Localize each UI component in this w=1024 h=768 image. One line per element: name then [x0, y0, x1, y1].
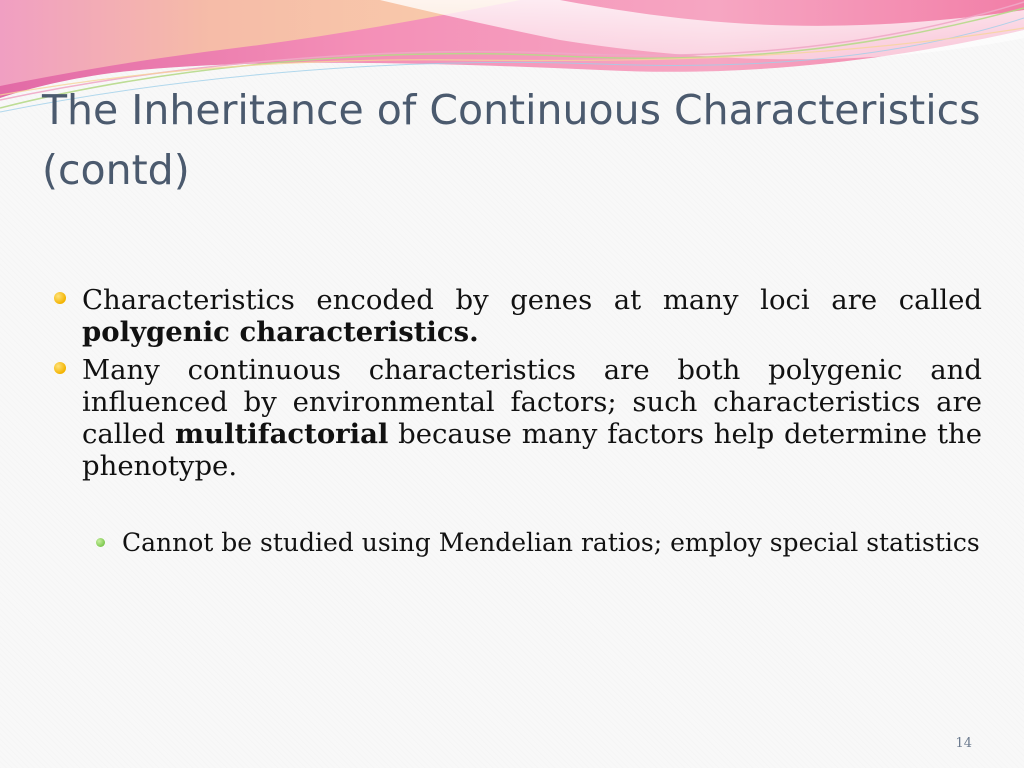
bullet-2-text: Many continuous characteristics are both polygenic and influenced by environmental factors; such characteristics are called: [82, 354, 982, 450]
bullet-dot-icon: [54, 292, 66, 304]
slide-content: [50, 284, 982, 558]
bullet-2-bold-term: multifactorial: [175, 418, 389, 450]
bullet-1-text: Characteristics encoded by genes at many loci are called: [82, 284, 982, 316]
sub-bullet-dot-icon: [96, 538, 105, 547]
bullet-item-1: [50, 284, 982, 348]
sub-bullet-1-text: Cannot be studied using Mendelian ratios; employ special statistics: [122, 528, 980, 557]
bullet-item-2: [50, 354, 982, 482]
bullet-dot-icon: [54, 362, 66, 374]
sub-bullet-item-1: [90, 528, 982, 558]
slide-title: The Inheritance of Continuous Characteristics (contd): [42, 86, 981, 194]
page-number: 14: [955, 736, 972, 751]
bullet-1-bold-term: polygenic characteristics.: [82, 316, 479, 348]
bullet-2-text-after: because many factors help determine the phenotype.: [82, 418, 982, 482]
